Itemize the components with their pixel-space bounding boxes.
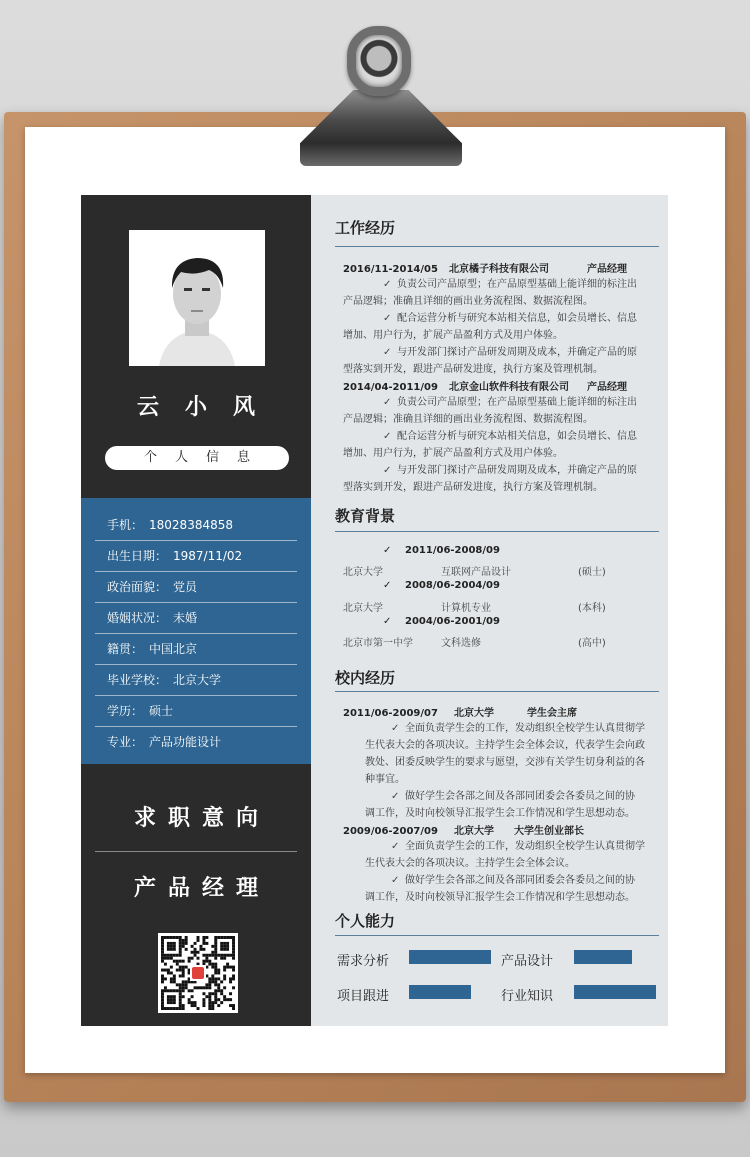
binder-clip-icon (300, 90, 462, 166)
candidate-name: 云小风 (136, 395, 281, 420)
work-entry-2-item-2: ✓ 配合运营分析与研究本站相关信息，如会员增长、信息 增加、用户行为，扩展产品盈利方式及用户体验。 (343, 428, 653, 462)
check-icon: ✓ (383, 397, 392, 408)
info-row-school: 毕业学校： 北京大学 (95, 665, 297, 696)
check-icon: ✓ (383, 580, 392, 591)
check-icon: ✓ (391, 841, 400, 852)
check-icon: ✓ (391, 723, 400, 734)
binder-clip-ring-icon (347, 26, 411, 96)
check-icon: ✓ (383, 313, 392, 324)
skills-section-line (335, 935, 659, 936)
check-icon: ✓ (383, 465, 392, 476)
work-entry-1-item-1: ✓ 负责公司产品原型；在产品原型基础上能详细的标注出 产品逻辑；准确且详细的画出业务流程图、数据流程图。 (343, 276, 653, 310)
avatar (129, 230, 265, 366)
skill-label-requirements: 需求分析 (337, 954, 390, 969)
campus-clip-area (311, 695, 668, 903)
campus-entry-2-header: 2009/06-2007/09 北京大学 大学生创业部长 (343, 826, 584, 837)
campus-entry-2-item-1: ✓ 全面负责学生会的工作，发动组织全校学生认真贯彻学 生代表大会的各项决议。主持学生会全体会议。 (343, 838, 653, 872)
skill-label-project-tracking: 项目跟进 (337, 989, 390, 1004)
education-section-line (335, 531, 659, 532)
qr-code-icon[interactable] (158, 933, 238, 1013)
campus-entry-1-item-1: ✓ 全面负责学生会的工作，发动组织全校学生认真贯彻学 生代表大会的各项决议。主持学生会全体会议，代表学生会向政 教处、团委反映学生的要求与愿望，交涉有关学生切身利益的各 种事宜。 (343, 720, 653, 788)
job-intent-title: 求职意向 (133, 806, 270, 831)
info-row-political: 政治面貌： 党员 (95, 572, 297, 603)
info-row-birthdate: 出生日期： 1987/11/02 (95, 541, 297, 572)
check-icon: ✓ (391, 791, 400, 802)
edu-entry-3-date: ✓ 2004/06-2001/09 (383, 616, 500, 627)
portrait-icon (129, 230, 265, 366)
info-row-phone: 手机： 18028384858 (95, 510, 297, 541)
info-row-degree: 学历： 硕士 (95, 696, 297, 727)
resume (81, 195, 668, 1026)
check-icon: ✓ (383, 616, 392, 627)
info-row-marital: 婚姻状况： 未婚 (95, 603, 297, 634)
work-entry-2-header: 2014/04-2011/09 北京金山软件科技有限公司 产品经理 (343, 382, 627, 393)
skill-bar-requirements (409, 950, 491, 964)
personal-info-list (81, 498, 311, 764)
skill-label-industry: 行业知识 (501, 989, 554, 1004)
work-entry-2-item-3: ✓ 与开发部门探讨产品研发周期及成本，并确定产品的原 型落实到开发，跟进产品研发进度，执行方案及管理机制。 (343, 462, 653, 496)
personal-info-title: 个人信息 (105, 446, 289, 470)
info-row-major: 专业： 产品功能设计 (107, 735, 222, 749)
check-icon: ✓ (383, 545, 392, 556)
skill-label-product-design: 产品设计 (501, 954, 554, 969)
check-icon: ✓ (391, 875, 400, 886)
work-section-title: 工作经历 (335, 219, 396, 237)
main-content: 工作经历 2016/11-2014/05 北京橘子科技有限公司 产品经理 ✓ 负责公司产品原型；在产品原型基础上能详细的标注出 产品逻辑；准确且详细的画出业务流程图、数据流程图。 ✓ 配合运营分析与研究本站相关信息，如会员增长、信息 增加、用户行为，扩展产品盈利方式及用户体验。 ✓ 与开发部门探讨产品研发周期及成本，并确定产品的原 型落实到开发，跟进产品研发进度，执行方案及管理机制。 2014/04-2011/09 北京金山软件科技有限公司 产品经理 ✓ 负责公司产品原型；在产品原型基础上能详细的标注出 产品逻辑；准确且详细的画出业务流程图、数据流程图。 ✓ 配合运营分析与研究本站相关信息，如会员增长、信息 增加、用户行为，扩展产品盈利方式及用户体验。 ✓ 与开发部门探讨产品研发周期及成本，并确定产品的原 型落实到开发，跟进产品研发进度，执行方案及管理机制。 教育背景 ✓ 2011/06-2008/09 北京大学 互联网产品设计 (硕士) ✓ 2008/06-2004/09 北京大学 计算机专业 (本科) ✓ 2004/06-2001/09 北京市第一中学 文科选修 (高中) 校内经历 2011/06-2009/07 北京大学 学生会主席 ✓ 全面负责学生会的工作，发动组织全校学生认真贯彻学 生代表大会的各项决议。主持学生会全体会议，代表学生会向政 教处、团委反映学生的要求与愿望，交涉有关学生切身利益的各 种事宜。 ✓ 做好学生会各部之间及各部同团委会各委员之间的协 调工作，及时向校领导汇报学生会工作情况和学生思想动态。 2009/06-2007/09 北京大学 大学生创业部长 ✓ 全面负责学生会的工作，发动组织全校学生认真贯彻学 生代表大会的各项决议。主持学生会全体会议。 ✓ 做好学生会各部之间及各部同团委会各委员之间的协 调工作，及时向校领导汇报学生会工作情况和学生思想动态。 个人能力 需求分析 产品设计 项目跟进 行业知识 (311, 195, 668, 1026)
campus-entry-1-header: 2011/06-2009/07 北京大学 学生会主席 (343, 708, 577, 719)
work-section-line (335, 246, 659, 247)
check-icon: ✓ (383, 279, 392, 290)
work-entry-1-item-3: ✓ 与开发部门探讨产品研发周期及成本，并确定产品的原 型落实到开发，跟进产品研发进度，执行方案及管理机制。 (343, 344, 653, 378)
info-row-hometown: 籍贯： 中国北京 (95, 634, 297, 665)
skill-bar-industry (574, 985, 656, 999)
check-icon: ✓ (383, 347, 392, 358)
campus-section-title: 校内经历 (335, 669, 396, 687)
edu-entry-1-date: ✓ 2011/06-2008/09 (383, 545, 500, 556)
education-section-title: 教育背景 (335, 507, 396, 525)
work-entry-1-item-2: ✓ 配合运营分析与研究本站相关信息，如会员增长、信息 增加、用户行为，扩展产品盈利方式及用户体验。 (343, 310, 653, 344)
check-icon: ✓ (383, 431, 392, 442)
sidebar (81, 195, 311, 1026)
skills-section-title: 个人能力 (335, 912, 396, 930)
campus-entry-1-item-2: ✓ 做好学生会各部之间及各部同团委会各委员之间的协 调工作，及时向校领导汇报学生会工作情况和学生思想动态。 (343, 788, 653, 822)
skill-bar-project-tracking (409, 985, 471, 999)
campus-section-line (335, 691, 659, 692)
intent-divider (95, 851, 297, 852)
skill-bar-product-design (574, 950, 632, 964)
edu-entry-2-date: ✓ 2008/06-2004/09 (383, 580, 500, 591)
work-entry-1-header: 2016/11-2014/05 北京橘子科技有限公司 产品经理 (343, 264, 627, 275)
job-intent-value: 产品经理 (133, 876, 270, 901)
work-entry-2-item-1: ✓ 负责公司产品原型；在产品原型基础上能详细的标注出 产品逻辑；准确且详细的画出业务流程图、数据流程图。 (343, 394, 653, 428)
campus-entry-2-item-2: ✓ 做好学生会各部之间及各部同团委会各委员之间的协 调工作，及时向校领导汇报学生会工作情况和学生思想动态。 (343, 872, 653, 906)
